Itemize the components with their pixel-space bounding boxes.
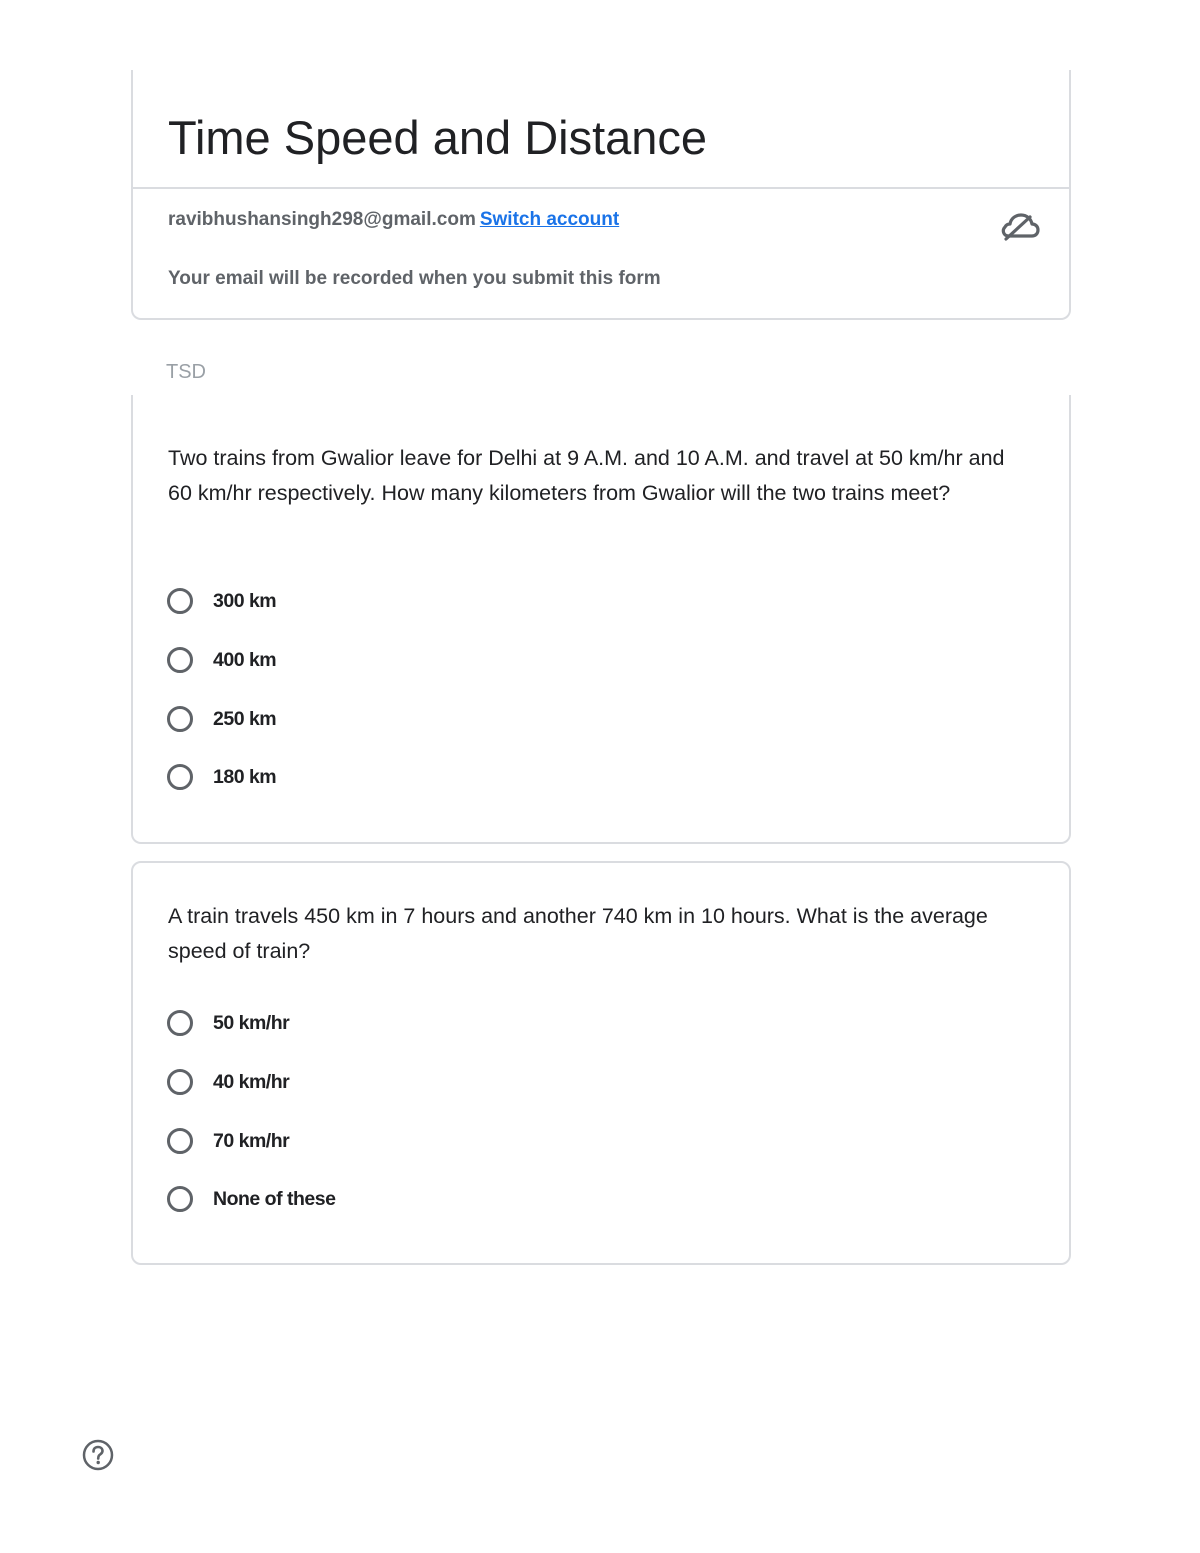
radio-button[interactable]	[167, 588, 193, 614]
radio-button[interactable]	[167, 1128, 193, 1154]
account-row	[168, 208, 619, 232]
question-card	[131, 395, 1071, 844]
radio-option[interactable]	[167, 1123, 289, 1159]
radio-option[interactable]	[167, 701, 276, 737]
option-label: 50 km/hr	[213, 1011, 290, 1034]
radio-option[interactable]	[167, 1064, 289, 1100]
radio-option[interactable]	[167, 1005, 289, 1041]
option-label: 250 km	[213, 707, 277, 730]
form-header-card	[131, 70, 1071, 320]
radio-button[interactable]	[167, 1186, 193, 1212]
option-label: 300 km	[213, 589, 277, 612]
section-label: TSD	[166, 361, 206, 383]
radio-option[interactable]	[167, 1181, 335, 1217]
option-label: 40 km/hr	[213, 1070, 290, 1093]
radio-button[interactable]	[167, 764, 193, 790]
radio-option[interactable]	[167, 642, 276, 678]
question-text: A train travels 450 km in 7 hours and another 740 km in 10 hours. What is the average speed of train?	[168, 904, 988, 963]
title-divider	[133, 187, 1069, 189]
option-label: None of these	[213, 1187, 336, 1210]
question-card	[131, 861, 1071, 1265]
option-label: 400 km	[213, 648, 277, 671]
option-label: 70 km/hr	[213, 1129, 290, 1152]
switch-account-link[interactable]: Switch account	[479, 209, 620, 230]
option-label: 180 km	[213, 765, 277, 788]
radio-option[interactable]	[167, 583, 276, 619]
radio-button[interactable]	[167, 1069, 193, 1095]
help-circle-icon[interactable]	[82, 1439, 114, 1471]
email-recorded-notice: Your email will be recorded when you submit this form	[168, 268, 661, 289]
radio-option[interactable]	[167, 759, 276, 795]
account-email: ravibhushansingh298@gmail.com	[168, 209, 476, 230]
radio-button[interactable]	[167, 647, 193, 673]
radio-button[interactable]	[167, 1010, 193, 1036]
cloud-off-icon[interactable]	[1000, 208, 1040, 244]
form-title: Time Speed and Distance	[168, 111, 708, 164]
question-text: Two trains from Gwalior leave for Delhi at 9 A.M. and 10 A.M. and travel at 50 km/hr and 60 km/hr respectively. How many kilometers from Gwalior will the two trains meet?	[168, 446, 1005, 505]
radio-button[interactable]	[167, 706, 193, 732]
